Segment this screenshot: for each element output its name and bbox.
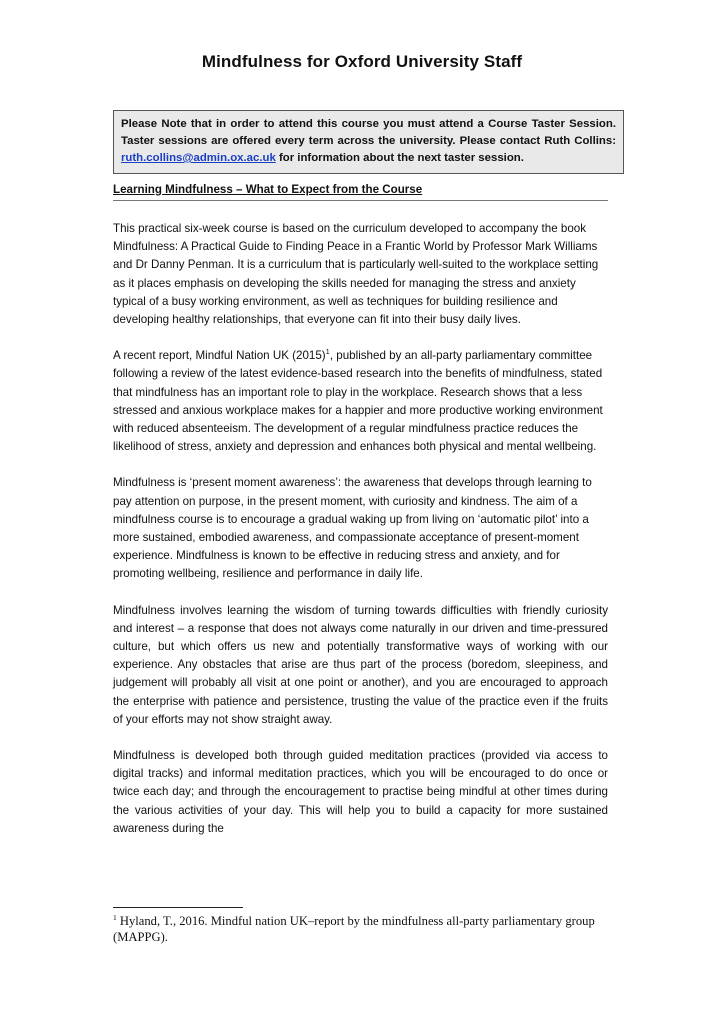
paragraph-5: Mindfulness is developed both through guided meditation practices (provided via access to digital tracks) and informal meditation practices, which you will be encouraged to do once or twice each day; and through the encouragement to practise being mindful at other times during the various activities of your day. This will help you to build a capacity for more sustained awareness during the (113, 749, 608, 835)
paragraph-2-text-after: , published by an all-party parliamentary committee following a review of the latest evidence-based research into the benefits of mindfulness, stated that mindfulness has an important role to play in the workplace. Research shows that a less stressed and anxious workplace makes for a happier and more productive working environment with reduced absenteeism. The development of a regular mindfulness practice reduces the likelihood of stress, anxiety and depression and enhances both physical and mental wellbeing. (113, 349, 603, 454)
paragraph-4: Mindfulness involves learning the wisdom of turning towards difficulties with friendly curiosity and interest – a response that does not always come naturally in our driven and time-pressured culture, but which offers us new and potentially transformative ways of working with our experience. Any obstacles that arise are thus part of the process (boredom, sleepiness, and judgement will probably all visit at one point or another), and you are encouraged to approach the enterprise with patience and persistence, trusting the value of the practice even if the fruits of your efforts may not show straight away. (113, 603, 608, 726)
notice-box (113, 110, 624, 174)
section-heading: Learning Mindfulness – What to Expect from the Course (113, 183, 608, 201)
notice-text-before: Please Note that in order to attend this course you must attend a Course Taster Session. Taster sessions are offered every term across the university. Please contact Ruth Collins: (121, 118, 616, 147)
notice-text-after: for information about the next taster session. (275, 152, 524, 164)
paragraph-2 (113, 347, 608, 456)
page-title: Mindfulness for Oxford University Staff (201, 52, 523, 71)
footnote-divider (113, 907, 243, 908)
footnote-marker: 1 (113, 912, 117, 922)
footnote-reference[interactable]: 1 (325, 347, 330, 357)
contact-email-link[interactable]: ruth.collins@admin.ox.ac.uk (121, 152, 276, 164)
footnote-text: Hyland, T., 2016. Mindful nation UK–report by the mindfulness all-party parliamentary group (MAPPG). (113, 914, 595, 944)
body-text (113, 220, 608, 856)
paragraph-2-text-before: A recent report, Mindful Nation UK (2015) (113, 349, 326, 363)
paragraph-1: This practical six-week course is based on the curriculum developed to accompany the book Mindfulness: A Practical Guide to Finding Peace in a Frantic World by Professor Mark Williams and Dr Danny Penman. It is a curriculum that is particularly well-suited to the workplace setting as it places emphasis on developing the skills needed for managing the stress and anxiety typical of a busy working environment, as well as techniques for building resilience and developing healthy relationships, that everyone can fit into their busy daily lives. (113, 222, 599, 327)
footnote (113, 913, 613, 945)
paragraph-3: Mindfulness is ‘present moment awareness’: the awareness that develops through learning to pay attention on purpose, in the present moment, with curiosity and kindness. The aim of a mindfulness course is to encourage a gradual waking up from living on ‘automatic pilot’ into a more sustained, embodied awareness, and compassionate acceptance of present-moment experience. Mindfulness is known to be effective in reducing stress and anxiety, and for promoting wellbeing, resilience and performance in daily life. (113, 476, 592, 581)
